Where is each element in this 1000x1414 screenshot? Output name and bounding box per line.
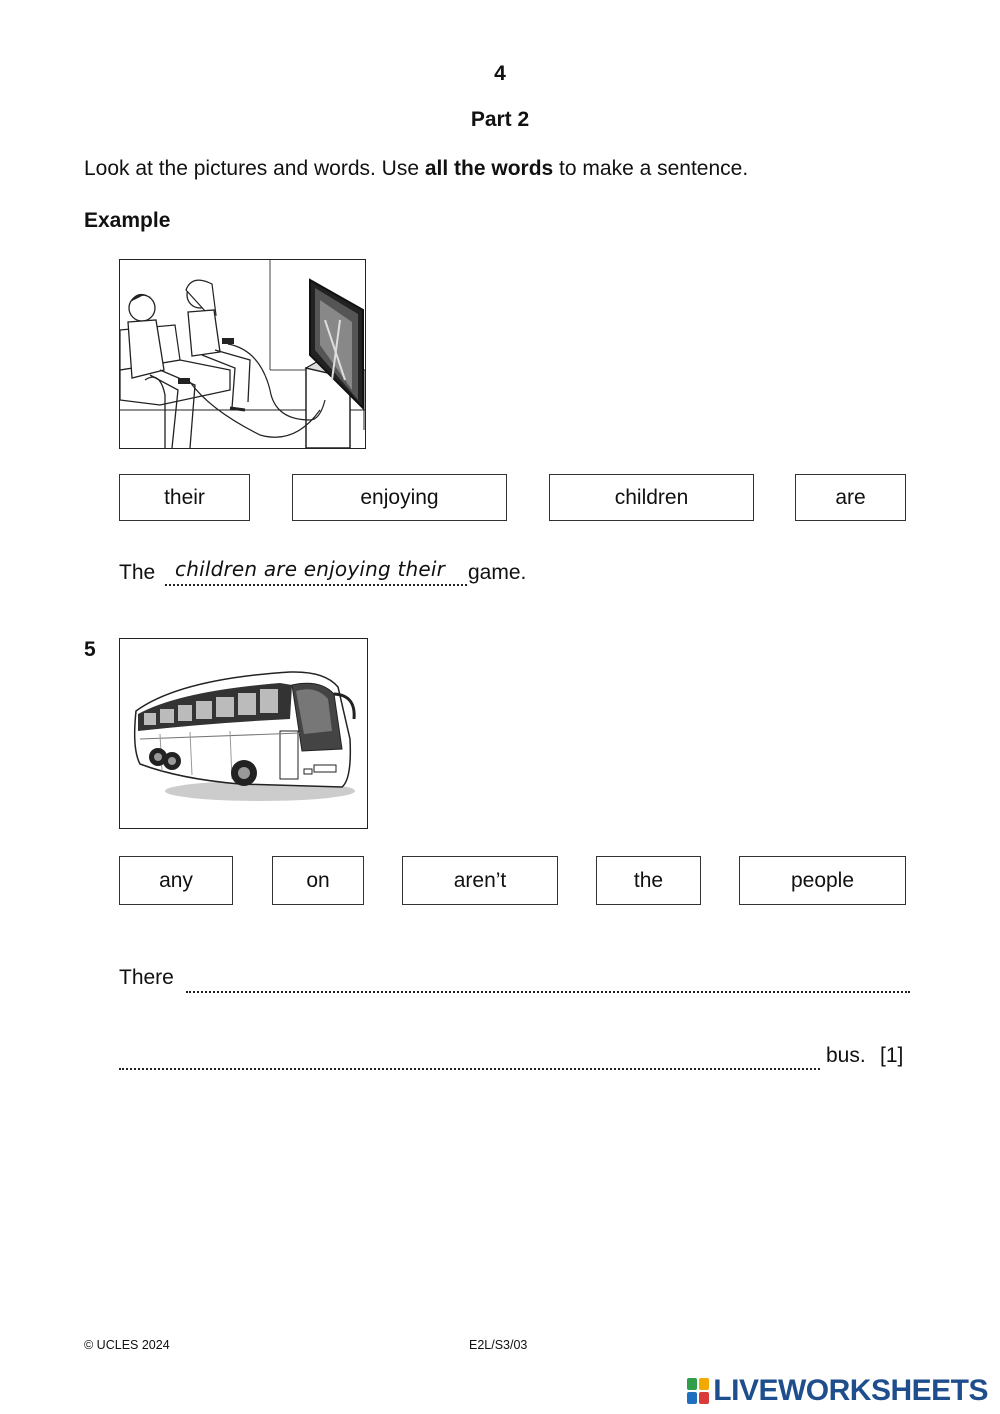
question-marks: [1] <box>880 1044 904 1067</box>
question-sentence-end: bus. <box>826 1044 866 1067</box>
example-word-box: are <box>795 474 906 521</box>
question-number: 5 <box>84 638 96 661</box>
question-word-box: aren’t <box>402 856 558 905</box>
example-answer-line <box>165 556 467 586</box>
footer-copyright: © UCLES 2024 <box>84 1338 170 1352</box>
example-sentence-end: game. <box>468 561 527 584</box>
question-word-box: people <box>739 856 906 905</box>
question-word-box: any <box>119 856 233 905</box>
question-picture <box>119 638 368 829</box>
answer-line-1[interactable] <box>186 962 910 993</box>
example-answer-text: children are enjoying their <box>175 557 446 581</box>
question-sentence-start: There <box>119 966 174 989</box>
example-word-box: enjoying <box>292 474 507 521</box>
page-number: 4 <box>494 62 506 85</box>
question-word-box: on <box>272 856 364 905</box>
answer-line-2[interactable] <box>119 1040 820 1070</box>
liveworksheets-logo-icon <box>687 1378 709 1404</box>
coach-bus-illustration <box>120 639 367 828</box>
liveworksheets-logo <box>687 1374 988 1408</box>
part-title: Part 2 <box>470 108 530 131</box>
example-word-box: their <box>119 474 250 521</box>
liveworksheets-logo-text: LIVEWORKSHEETS <box>713 1374 988 1407</box>
instruction-text: Look at the pictures and words. Use all the words to make a sentence. <box>84 157 749 180</box>
question-word-box: the <box>596 856 701 905</box>
example-picture <box>119 259 366 449</box>
example-sentence-start: The <box>119 561 156 584</box>
footer-code: E2L/S3/03 <box>469 1338 528 1352</box>
example-label: Example <box>84 209 171 232</box>
example-word-box: children <box>549 474 754 521</box>
children-gaming-illustration <box>120 260 365 448</box>
